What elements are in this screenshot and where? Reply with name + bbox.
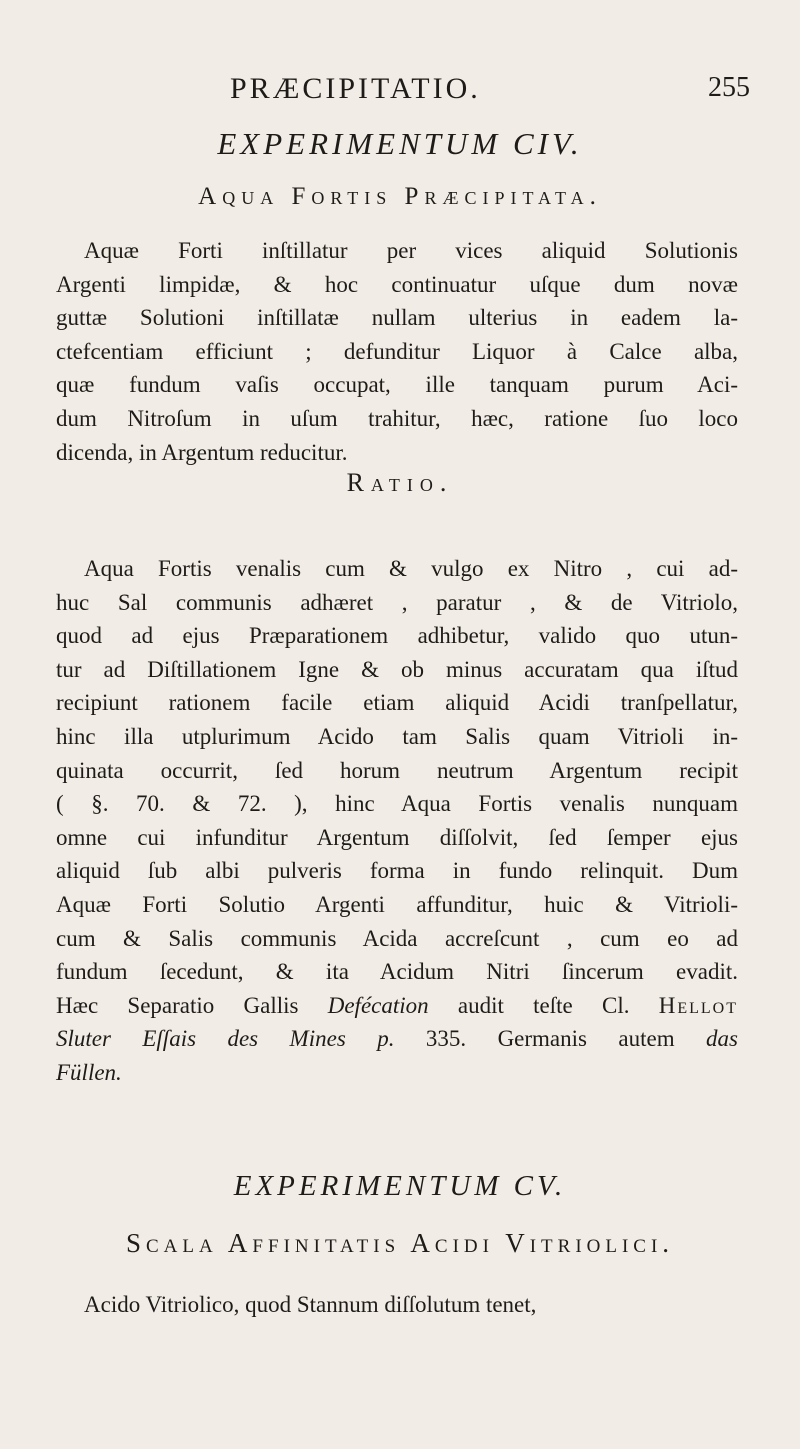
paragraph-line: Acido Vitriolico, quod Stannum diſſolutum tenet,	[84, 1292, 537, 1317]
experiment-heading: EXPERIMENTUM CV.	[233, 1170, 567, 1202]
paragraph-line: Argenti limpidæ, & hoc continuatur uſque dum novæ	[56, 271, 738, 297]
paragraph-line: tur ad Diſtillationem Igne & ob minus accuratam qua iſtud	[56, 656, 738, 682]
paragraph-line: ctefcentiam efficiunt ; defunditur Liquor à Calce alba,	[56, 338, 738, 364]
paragraph-line: quod ad ejus Præparationem adhibetur, valido quo utun-	[56, 623, 738, 649]
experiment-subheading: Aqua Fortis Præcipitata.	[198, 183, 602, 210]
running-head	[0, 72, 800, 112]
ratio-heading: Ratio.	[346, 468, 454, 497]
paragraph-line: cum & Salis communis Acida accreſcunt , cum eo ad	[56, 925, 738, 951]
paragraph-line: Aqua Fortis venalis cum & vulgo ex Nitro , cui ad-	[84, 556, 738, 581]
experiment-heading: EXPERIMENTUM CIV.	[217, 126, 583, 161]
running-title: PRÆCIPITATIO.	[230, 72, 481, 105]
paragraph-line: Aquæ Forti Solutio Argenti affunditur, huic & Vitrioli-	[56, 891, 738, 917]
ratio-paragraph	[56, 552, 738, 1090]
paragraph-line: recipiunt rationem facile etiam aliquid Acidi tranſpellatur,	[56, 690, 738, 716]
page-number: 255	[708, 72, 750, 103]
paragraph-line: fundum ſecedunt, & ita Acidum Nitri ſincerum evadit.	[56, 959, 738, 985]
experiment-paragraph	[56, 1288, 738, 1322]
ratio-line: Sluter Eſſais des Mines p. 335. Germanis autem das	[56, 1026, 738, 1052]
paragraph-line: aliquid ſub albi pulveris forma in fundo relinquit. Dum	[56, 858, 738, 884]
paragraph-line: omne cui infunditur Argentum diſſolvit, ſed ſemper ejus	[56, 824, 738, 850]
paragraph-line: quæ fundum vaſis occupat, ille tanquam purum Aci-	[56, 372, 738, 398]
experiment-subheading: Scala Affinitatis Acidi Vitriolici.	[125, 1228, 675, 1258]
paragraph-line: ( §. 70. & 72. ), hinc Aqua Fortis venalis nunquam	[56, 791, 738, 817]
experiment-paragraph	[56, 234, 738, 469]
paragraph-line: quinata occurrit, ſed horum neutrum Argentum recipit	[56, 757, 738, 783]
ratio-line: Füllen.	[56, 1059, 122, 1085]
paragraph-line: Aquæ Forti inſtillatur per vices aliquid Solutionis	[84, 238, 738, 263]
ratio-line: Hæc Separatio Gallis Defécation audit teſte Cl. Hellot	[56, 992, 738, 1018]
paragraph-line: dicenda, in Argentum reducitur.	[56, 439, 348, 465]
paragraph-line: dum Nitroſum in uſum trahitur, hæc, ratione ſuo loco	[56, 405, 738, 431]
paragraph-line: hinc illa utplurimum Acido tam Salis quam Vitrioli in-	[56, 723, 738, 749]
paragraph-line: guttæ Solutioni inſtillatæ nullam ulterius in eadem la-	[56, 305, 738, 331]
paragraph-line: huc Sal communis adhæret , paratur , & de Vitriolo,	[56, 589, 738, 615]
